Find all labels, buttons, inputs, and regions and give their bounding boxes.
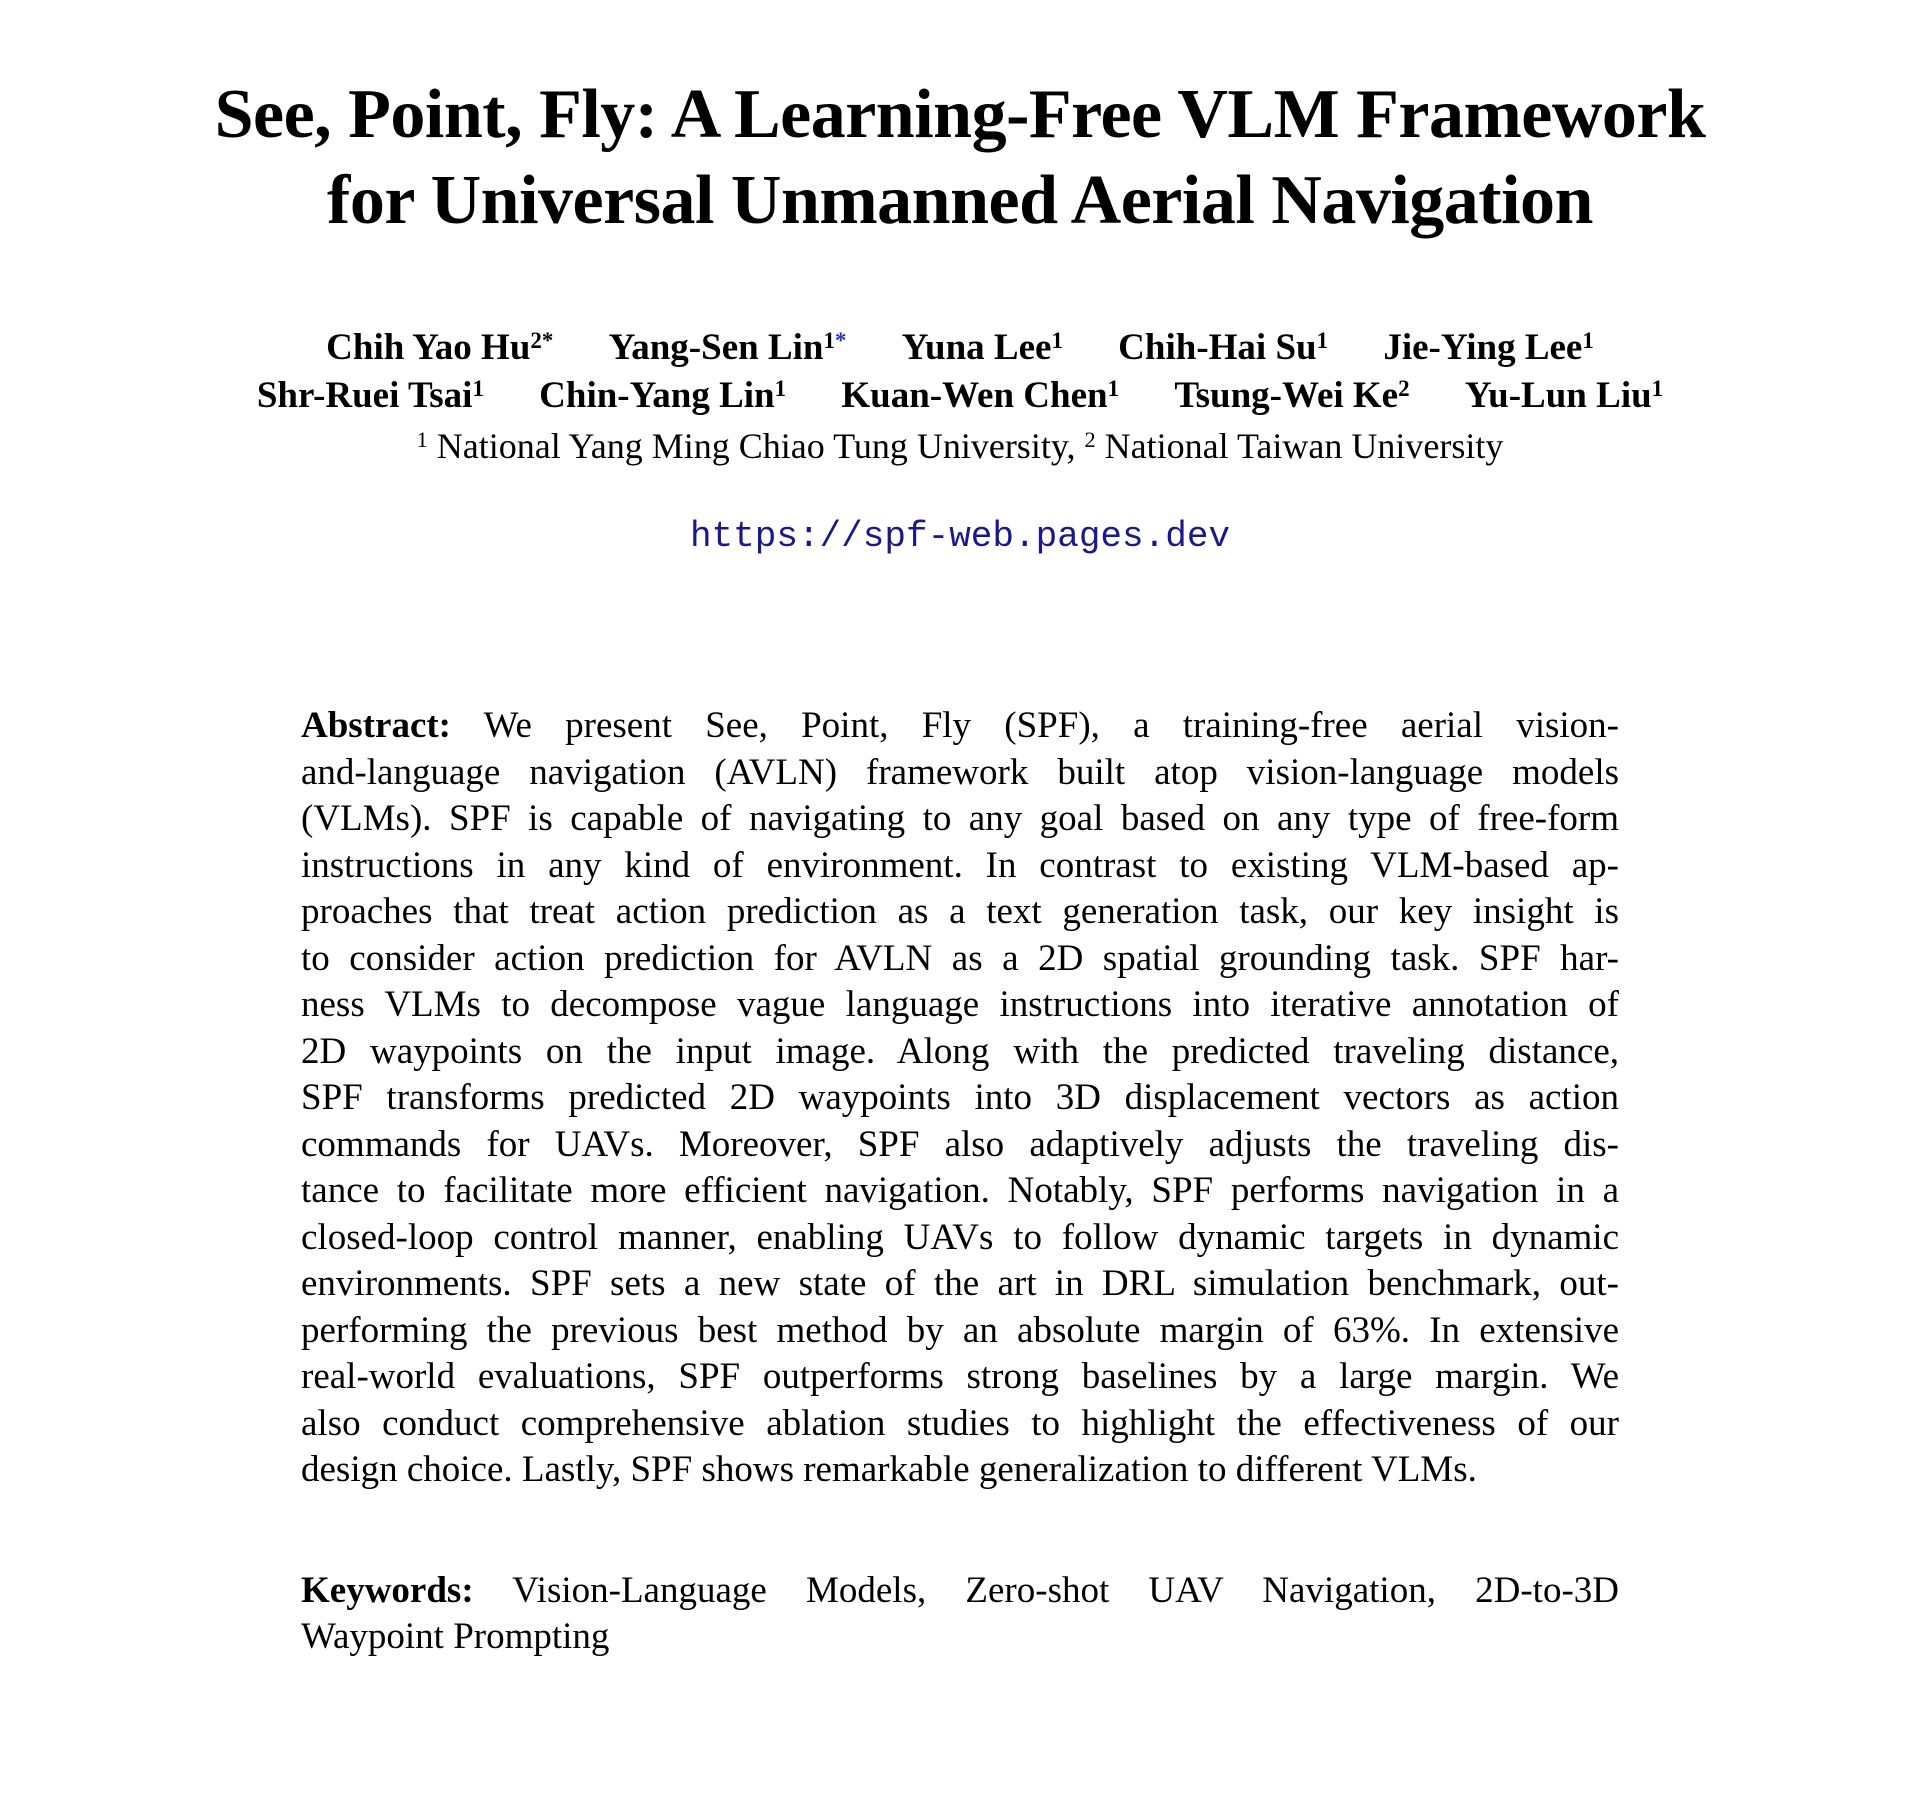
author-name bbox=[1118, 324, 1328, 372]
author-name bbox=[257, 372, 484, 420]
affiliation-number: 2 bbox=[1084, 426, 1096, 452]
keywords-line bbox=[301, 1568, 1619, 1615]
author-name bbox=[841, 372, 1119, 420]
abstract-line: closed-loop control manner, enabling UAVs to follow dynamic targets in dynamic bbox=[301, 1216, 1619, 1258]
keywords-section bbox=[301, 1568, 1619, 1661]
author-name-text: Yuna Lee bbox=[901, 327, 1052, 368]
abstract-line: 2D waypoints on the input image. Along with the predicted traveling distance, bbox=[301, 1030, 1619, 1072]
affiliation-name: National Yang Ming Chiao Tung University, bbox=[436, 426, 1076, 466]
abstract-line: environments. SPF sets a new state of the art in DRL simulation benchmark, out- bbox=[301, 1263, 1619, 1304]
abstract-line: (VLMs). SPF is capable of navigating to any goal based on any type of free-form bbox=[301, 798, 1619, 839]
abstract-line: SPF transforms predicted 2D waypoints into 3D displacement vectors as action bbox=[301, 1077, 1619, 1118]
author-affiliation-mark: 1 bbox=[774, 375, 787, 401]
author-name-text: Kuan-Wen Chen bbox=[841, 375, 1108, 416]
author-name-text: Yang-Sen Lin bbox=[608, 327, 824, 368]
author-affiliation-mark: 1 bbox=[1651, 375, 1664, 401]
abstract-line: tance to facilitate more efficient navigation. Notably, SPF performs navigation in a bbox=[301, 1170, 1619, 1211]
abstract-line: also conduct comprehensive ablation studies to highlight the effectiveness of our bbox=[301, 1402, 1619, 1444]
paper-title bbox=[0, 72, 1920, 244]
author-block bbox=[0, 324, 1920, 470]
project-url-link[interactable]: https://spf-web.pages.dev bbox=[689, 516, 1231, 557]
author-name-text: Shr-Ruei Tsai bbox=[256, 375, 473, 416]
author-affiliation-mark: 1 bbox=[472, 375, 484, 401]
author-row-1 bbox=[0, 324, 1920, 372]
author-name bbox=[326, 324, 553, 372]
abstract-line: ness VLMs to decompose vague language instructions into iterative annotation of bbox=[301, 984, 1619, 1025]
affiliation-name: National Taiwan University bbox=[1104, 426, 1504, 466]
abstract-line: to consider action prediction for AVLN as a 2D spatial grounding task. SPF har- bbox=[301, 937, 1619, 979]
affiliation-number: 1 bbox=[416, 426, 428, 452]
author-name-text: Chih-Hai Su bbox=[1118, 327, 1317, 368]
author-name bbox=[902, 324, 1063, 372]
abstract-line: proaches that treat action prediction as a text generation task, our key insight is bbox=[301, 891, 1619, 932]
author-row-2 bbox=[0, 372, 1920, 420]
author-affiliation-mark: 1 bbox=[1582, 327, 1594, 353]
keywords-line: Waypoint Prompting bbox=[301, 1616, 610, 1657]
affiliation-number: 1 bbox=[823, 327, 835, 353]
author-name-text: Chih Yao Hu bbox=[326, 327, 531, 368]
author-name bbox=[609, 324, 847, 372]
abstract-line: design choice. Lastly, SPF shows remarkable generalization to different VLMs. bbox=[301, 1449, 1477, 1490]
author-name-text: Jie-Ying Lee bbox=[1383, 327, 1583, 368]
author-name-text: Yu-Lun Liu bbox=[1464, 375, 1652, 416]
author-name bbox=[1383, 324, 1593, 372]
abstract-section bbox=[301, 703, 1619, 1494]
abstract-line bbox=[301, 703, 1619, 750]
author-name-text: Chin-Yang Lin bbox=[539, 375, 775, 416]
abstract-line: instructions in any kind of environment. In contrast to existing VLM-based ap- bbox=[301, 844, 1619, 886]
abstract-line: and-language navigation (AVLN) framework built atop vision-language models bbox=[301, 751, 1619, 793]
abstract-line-text: We present See, Point, Fly (SPF), a training-free aerial vision- bbox=[483, 705, 1619, 746]
paper-title-page bbox=[0, 72, 1920, 1812]
paper-title-line-1: See, Point, Fly: A Learning-Free VLM Framework bbox=[214, 76, 1706, 153]
paper-title-line-2: for Universal Unmanned Aerial Navigation bbox=[327, 162, 1593, 239]
author-name-text: Tsung-Wei Ke bbox=[1174, 375, 1399, 416]
keywords-line-text: Vision-Language Models, Zero-shot UAV Navigation, 2D-to-3D bbox=[512, 1569, 1619, 1611]
project-url-row bbox=[0, 516, 1920, 557]
author-affiliation-mark: 1 bbox=[1316, 327, 1329, 353]
author-affiliation-mark: 1 bbox=[1051, 327, 1063, 353]
corresponding-author-star: * bbox=[834, 327, 847, 353]
keywords-label: Keywords: bbox=[301, 1569, 474, 1611]
affiliation-line bbox=[0, 422, 1920, 470]
author-name bbox=[1465, 372, 1663, 420]
author-affiliation-mark bbox=[824, 328, 847, 353]
author-affiliation-mark: 2* bbox=[530, 327, 554, 353]
author-affiliation-mark: 1 bbox=[1107, 375, 1120, 401]
abstract-label: Abstract: bbox=[301, 705, 452, 746]
abstract-line: performing the previous best method by an absolute margin of 63%. In extensive bbox=[301, 1309, 1619, 1351]
author-name bbox=[539, 372, 786, 420]
abstract-line: real-world evaluations, SPF outperforms strong baselines by a large margin. We bbox=[301, 1356, 1619, 1397]
author-affiliation-mark: 2 bbox=[1398, 375, 1410, 401]
abstract-line: commands for UAVs. Moreover, SPF also adaptively adjusts the traveling dis- bbox=[301, 1123, 1619, 1165]
author-name bbox=[1174, 372, 1409, 420]
